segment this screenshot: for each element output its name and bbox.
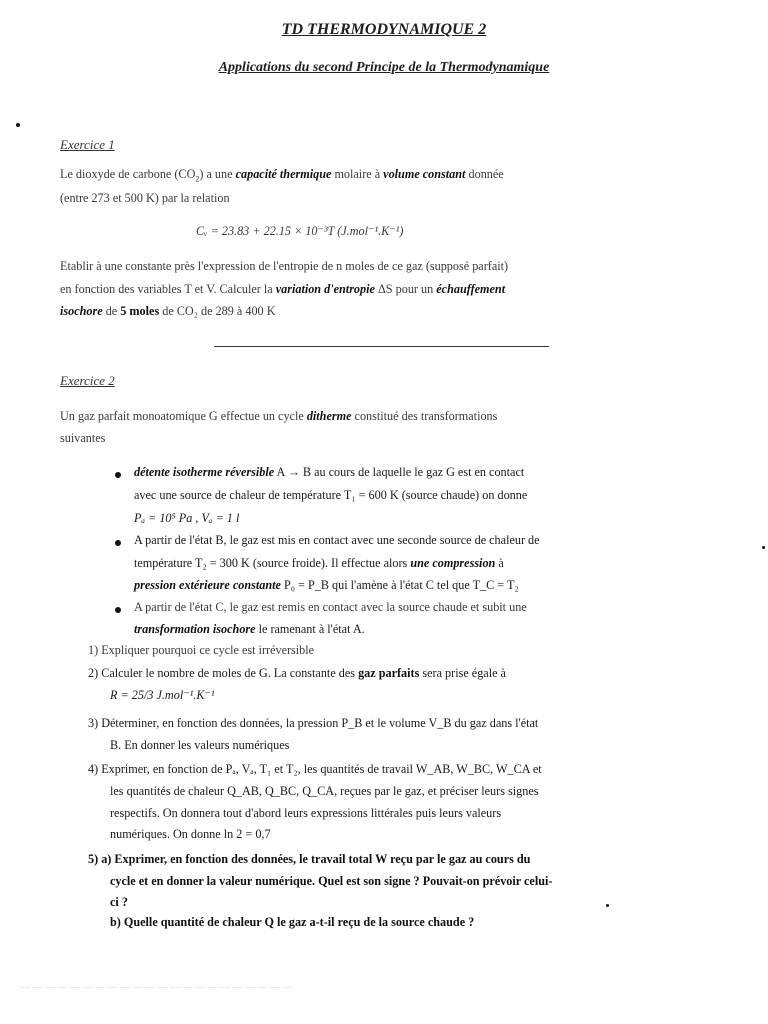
text-run: Le dioxyde de carbone (CO: [60, 167, 196, 181]
question-4-line2: les quantités de chaleur Q_AB, Q_BC, Q_CA, reçues par le gaz, et préciser leurs signes: [110, 784, 539, 798]
bullet2-line3: [134, 578, 519, 593]
bullet1-line2: avec une source de chaleur de température T₁ = 600 K (source chaude) on donne: [134, 488, 528, 502]
exercice2-intro-line2: suivantes: [60, 431, 106, 445]
section-divider: [214, 346, 549, 347]
exercice1-title: Exercice 1: [60, 137, 115, 152]
bullet-icon: [115, 472, 121, 478]
text-run: sera prise égale à: [419, 666, 506, 680]
text-run: de CO₂ de 289 à 400 K: [159, 304, 276, 318]
bullet-icon: [115, 540, 121, 546]
exercice1-line2: (entre 273 et 500 K) par la relation: [60, 191, 230, 205]
text-run: donnée: [465, 167, 504, 181]
question-3-line1: 3) Déterminer, en fonction des données, la pression P_B et le volume V_B du gaz dans l'état: [88, 716, 539, 730]
emphasis-text: variation d'entropie: [275, 282, 375, 296]
text-run: constitué des transformations: [351, 409, 498, 423]
exercice1-line4: [60, 282, 505, 297]
text-run: molaire à: [331, 167, 384, 181]
question-5-line3: ci ?: [110, 895, 128, 909]
text-run: Un gaz parfait monoatomique G effectue un cycle: [60, 409, 307, 423]
exercice2-intro-line1: [60, 409, 497, 424]
text-run: de: [102, 304, 121, 318]
bullet-icon: [115, 607, 121, 613]
emphasis-text: 5 moles: [120, 304, 160, 318]
document-title: TD THERMODYNAMIQUE 2: [281, 21, 487, 38]
text-run: A → B au cours de laquelle le gaz G est en contact: [274, 465, 525, 479]
text-run: ) a une: [199, 167, 236, 181]
exercice1-formula: Cᵥ = 23.83 + 22.15 × 10⁻³T (J.mol⁻¹.K⁻¹): [196, 224, 404, 238]
scan-speck: [762, 546, 765, 549]
exercice2-title: Exercice 2: [60, 373, 115, 388]
question-5-line2: cycle et en donner la valeur numérique. Quel est son signe ? Pouvait-on prévoir celui-: [110, 874, 553, 888]
text-run: à: [495, 556, 504, 570]
question-4-line1: 4) Exprimer, en fonction de Pₐ, Vₐ, T₁ et T₂, les quantités de travail W_AB, W_BC, W_CA et: [88, 762, 542, 776]
emphasis-text: capacité thermique: [235, 167, 332, 181]
exercice1-line3: Etablir à une constante près l'expression de l'entropie de n moles de ce gaz (supposé parfait): [60, 259, 509, 273]
bullet1-line3: Pₐ = 10⁵ Pa , Vₐ = 1 l: [134, 511, 240, 525]
emphasis-text: ditherme: [306, 409, 352, 423]
text-run: température T₂ = 300 K (source froide). Il effectue alors: [134, 556, 411, 570]
faint-footer-text: — — — — — — — — — — — — — — — — — — — — — —: [20, 982, 293, 993]
exercice1-line5: [60, 304, 276, 319]
emphasis-text: volume constant: [383, 167, 466, 181]
text-run: en fonction des variables T et V. Calculer la: [60, 282, 276, 296]
document-subtitle: Applications du second Principe de la Thermodynamique: [218, 60, 550, 75]
question-5-line1: 5) a) Exprimer, en fonction des données, le travail total W reçu par le gaz au cours du: [88, 852, 531, 866]
text-run: 2) Calculer le nombre de moles de G. La constante des: [88, 666, 359, 680]
text-run: P₀ = P_B qui l'amène à l'état C tel que T_C = T₂: [280, 578, 519, 592]
margin-mark: [16, 123, 20, 127]
question-2-line2: R = 25/3 J.mol⁻¹.K⁻¹: [110, 688, 215, 702]
exercice1-line1: Le dioxyde de carbone $(CO_2)$ a une capacité thermique molaire à volume constant donnée: [60, 167, 504, 184]
bullet2-line2: [134, 556, 504, 571]
text-run: le ramenant à l'état A.: [255, 622, 365, 636]
emphasis-text: pression extérieure constante: [134, 578, 281, 592]
emphasis-text: une compression: [410, 556, 496, 570]
emphasis-text: transformation isochore: [134, 622, 256, 636]
bullet3-line1: A partir de l'état C, le gaz est remis en contact avec la source chaude et subit une: [134, 600, 527, 614]
question-4-line4: numériques. On donne ln 2 = 0,7: [110, 827, 271, 841]
question-2-line1: [88, 666, 506, 681]
question-3-line2: B. En donner les valeurs numériques: [110, 738, 290, 752]
emphasis-text: gaz parfaits: [358, 666, 420, 680]
question-4-line3: respectifs. On donnera tout d'abord leurs expressions littérales puis leurs valeurs: [110, 806, 502, 820]
scan-speck: [606, 904, 609, 907]
emphasis-text: échauffement: [436, 282, 506, 296]
question-1: 1) Expliquer pourquoi ce cycle est irréversible: [88, 643, 315, 657]
bullet2-line1: A partir de l'état B, le gaz est mis en contact avec une seconde source de chaleur de: [134, 533, 540, 547]
emphasis-text: détente isotherme réversible: [134, 465, 275, 479]
text-run: ΔS pour un: [374, 282, 437, 296]
emphasis-text: isochore: [60, 304, 103, 318]
bullet3-line2: [134, 622, 365, 637]
question-5-line4: b) Quelle quantité de chaleur Q le gaz a-t-il reçu de la source chaude ?: [110, 915, 475, 929]
bullet1-line1: [134, 465, 524, 480]
